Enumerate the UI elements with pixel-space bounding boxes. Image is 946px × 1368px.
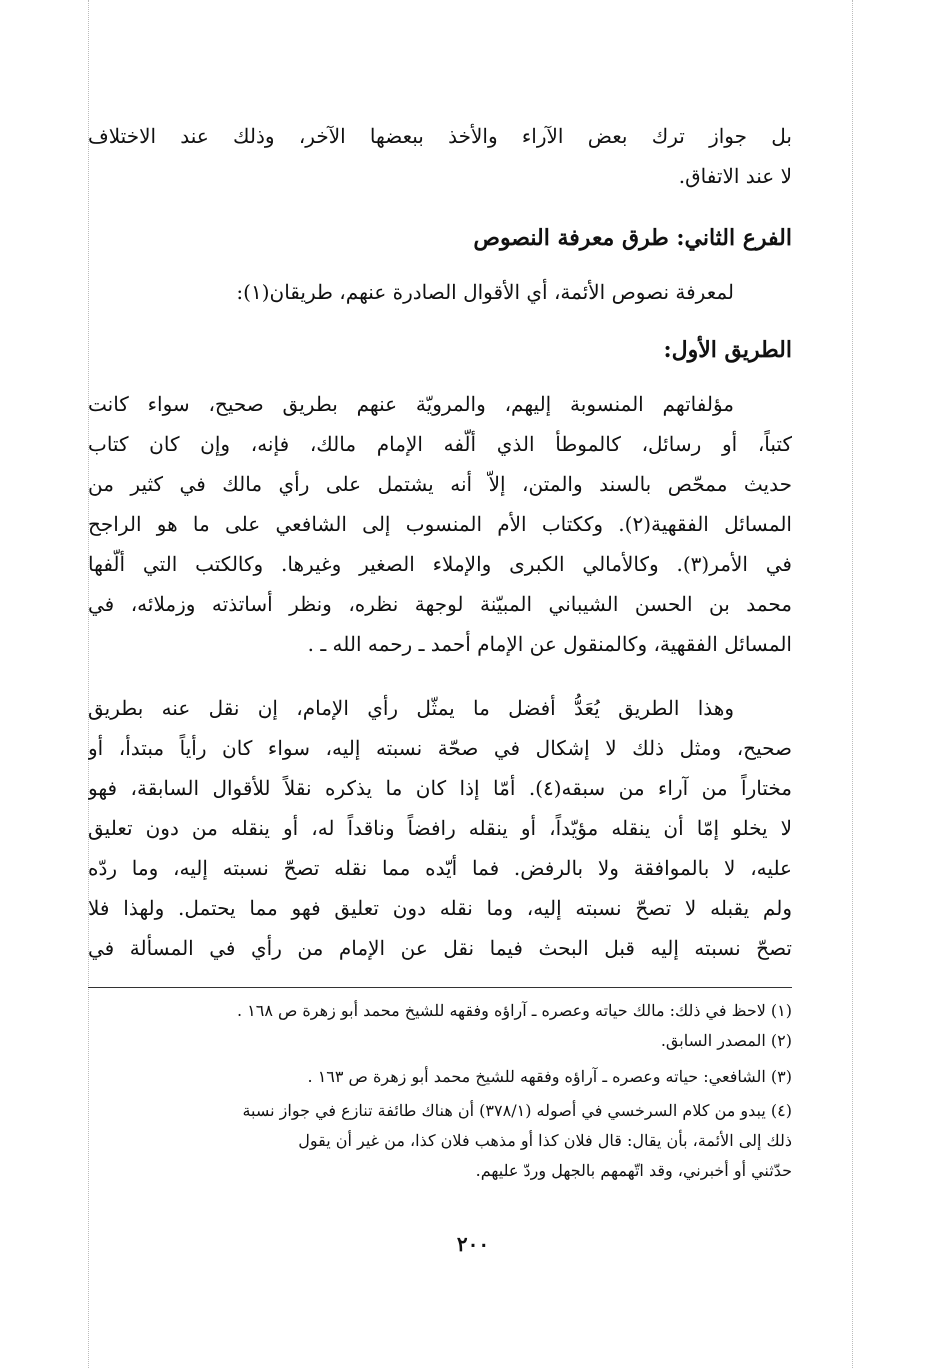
paragraph-2-line: وهذا الطريق يُعَدُّ أفضل ما يمثّل رأي الإمام، إن نقل عنه بطريق [88,696,734,720]
paragraph-2-line: عليه، لا بالموافقة ولا بالرفض. فما أيّده مما نقله تصحّ نسبته إليه، وما ردّه [88,856,792,880]
paragraph-2-line: ولم يقبله لا تصحّ نسبته إليه، وما نقله دون تعليق فهو مما يحتمل. ولهذا فلا [88,896,792,920]
paragraph-1-line: حديث ممحّص بالسند والمتن، إلاّ أنه يشتمل على رأي مالك في كثير من [88,472,792,496]
section-heading: الفرع الثاني: طرق معرفة النصوص [473,225,792,251]
paragraph-1-line: كتباً، أو رسائل، كالموطأ الذي ألّفه الإمام مالك، فإنه، وإن كان كتاب [88,432,792,456]
page-number: ٢٠٠ [456,1232,490,1256]
footnote-4: (٤) يبدو من كلام السرخسي في أصوله (٣٧٨/١) أن هناك طائفة تنازع في جواز نسبة [242,1101,792,1120]
paragraph-2-line: مختاراً من آراء من سبقه(٤). أمّا إذا كان ما يذكره نقلاً للأقوال السابقة، فهو [88,776,792,800]
section-intro: لمعرفة نصوص الأئمة، أي الأقوال الصادرة عنهم، طريقان(١): [236,280,734,304]
footnote-separator [88,987,792,988]
subheading: الطريق الأول: [663,337,792,363]
paragraph-1-line: محمد بن الحسن الشيباني المبيّنة لوجهة نظره، ونظر أساتذته وزملائه، في [88,592,792,616]
paragraph-2-line: صحيح، ومثل ذلك لا إشكال في صحّة نسبته إليه، سواء كان رأياً مبتدأ، أو [88,736,792,760]
footnote-2: (٢) المصدر السابق. [660,1031,792,1050]
paragraph-1-line: المسائل الفقهية(٢). وككتاب الأم المنسوب إلى الشافعي على ما هو الراجح [88,512,792,536]
paragraph-1-line: في الأمر(٣). وكالأمالي الكبرى والإملاء الصغير وغيرها. وكالكتب التي ألّفها [88,552,792,576]
paragraph-2-line: لا يخلو إمّا أن ينقله مؤيّداً، أو ينقله رافضاً وناقداً له، أو ينقله من دون تعليق [88,816,792,840]
intro-line: لا عند الاتفاق. [678,164,792,188]
paragraph-1-line: مؤلفاتهم المنسوبة إليهم، والمرويّة عنهم بطريق صحيح، سواء كانت [88,392,734,416]
footnote-1: (١) لاحظ في ذلك: مالك حياته وعصره ـ آراؤه وفقهه للشيخ محمد أبو زهرة ص ١٦٨ . [236,1001,792,1020]
footnote-4-continuation: حدّثني أو أخبرني، وقد اتّهمهم بالجهل وردّ عليهم. [475,1161,792,1180]
footnote-4-continuation: ذلك إلى الأئمة، بأن يقال: قال فلان كذا أو مذهب فلان كذا، من غير أن يقول [298,1131,792,1150]
paragraph-1-line: المسائل الفقهية، وكالمنقول عن الإمام أحمد ـ رحمه الله ـ . [307,632,792,656]
intro-line: بل جواز ترك بعض الآراء والأخذ ببعضها الآخر، وذلك عند الاختلاف [88,124,792,148]
paragraph-2-line: تصحّ نسبته إليه قبل البحث فيما نقل عن الإمام من رأي في المسألة في [88,936,792,960]
right-margin-guide [852,0,853,1368]
footnote-3: (٣) الشافعي: حياته وعصره ـ آراؤه وفقهه للشيخ محمد أبو زهرة ص ١٦٣ . [307,1067,792,1086]
